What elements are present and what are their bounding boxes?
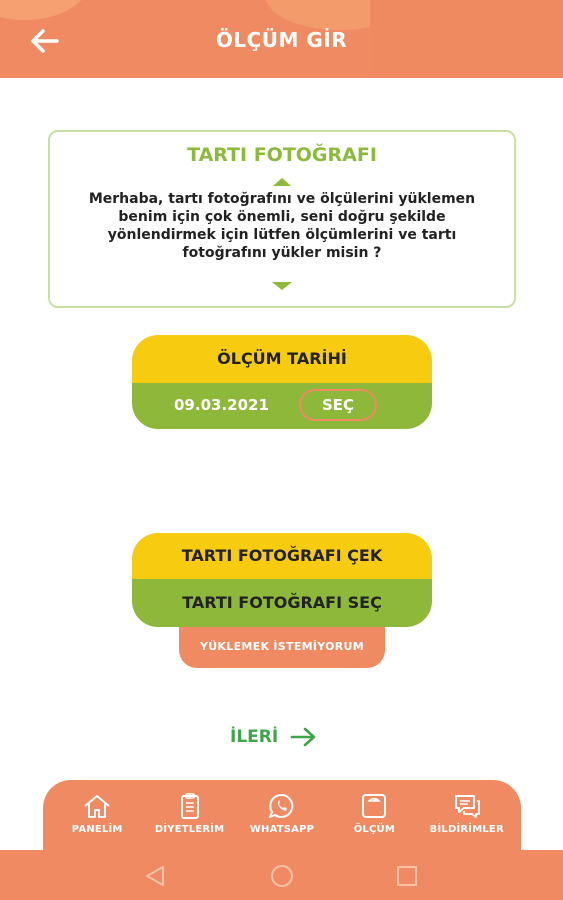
measurement-date-label: ÖLÇÜM TARİHİ [132,335,432,383]
triangle-down-icon [272,282,292,290]
info-message [70,190,494,262]
diet-list-icon [175,792,205,820]
notifications-icon [452,792,482,820]
next-label: İLERİ [230,727,279,747]
next-button[interactable] [230,722,340,752]
skip-upload-button[interactable]: YÜKLEMEK İSTEMİYORUM [179,627,385,668]
nav-label: PANELİM [71,824,123,835]
nav-item-olcum[interactable] [331,792,417,850]
measurement-date-card [132,335,432,429]
system-recents-icon[interactable] [396,865,418,887]
header-decoration [0,0,90,20]
choose-photo-button[interactable]: TARTI FOTOĞRAFI SEÇ [132,579,432,627]
info-line: benim için çok önemli, seni doğru şekilde [118,209,446,225]
triangle-up-icon [273,178,291,186]
nav-label: WHATSAPP [249,824,315,835]
system-navigation-bar [0,850,563,900]
bottom-navigation [43,780,521,850]
system-back-icon[interactable] [143,865,167,887]
take-photo-button[interactable]: TARTI FOTOĞRAFI ÇEK [132,533,432,579]
system-home-icon[interactable] [270,865,294,887]
info-title: TARTI FOTOĞRAFI [187,144,377,166]
nav-item-diyetlerim[interactable] [147,792,233,850]
info-card [48,130,516,308]
app-header [0,0,563,78]
home-icon [82,792,112,820]
measurement-date-row [132,383,432,429]
nav-label: BİLDİRİMLER [429,824,504,835]
nav-item-panelim[interactable] [54,792,140,850]
scale-icon [359,792,389,820]
info-line: Merhaba, tartı fotoğrafını ve ölçülerini yüklemen [88,191,476,207]
info-line: yönlendirmek için lütfen ölçümlerini ve tartı [107,227,457,243]
measurement-date-value: 09.03.2021 [174,396,269,414]
photo-buttons [132,533,432,627]
nav-item-bildirimler[interactable] [424,792,510,850]
page-title: ÖLÇÜM GİR [215,28,348,52]
whatsapp-icon [267,792,297,820]
info-line: fotoğrafını yükler misin ? [182,245,382,261]
nav-item-whatsapp[interactable] [239,792,325,850]
select-date-button[interactable]: SEÇ [299,389,377,421]
arrow-right-icon [290,726,318,748]
nav-label: DİYETLERİM [154,824,225,835]
nav-label: ÖLÇÜM [353,824,395,835]
